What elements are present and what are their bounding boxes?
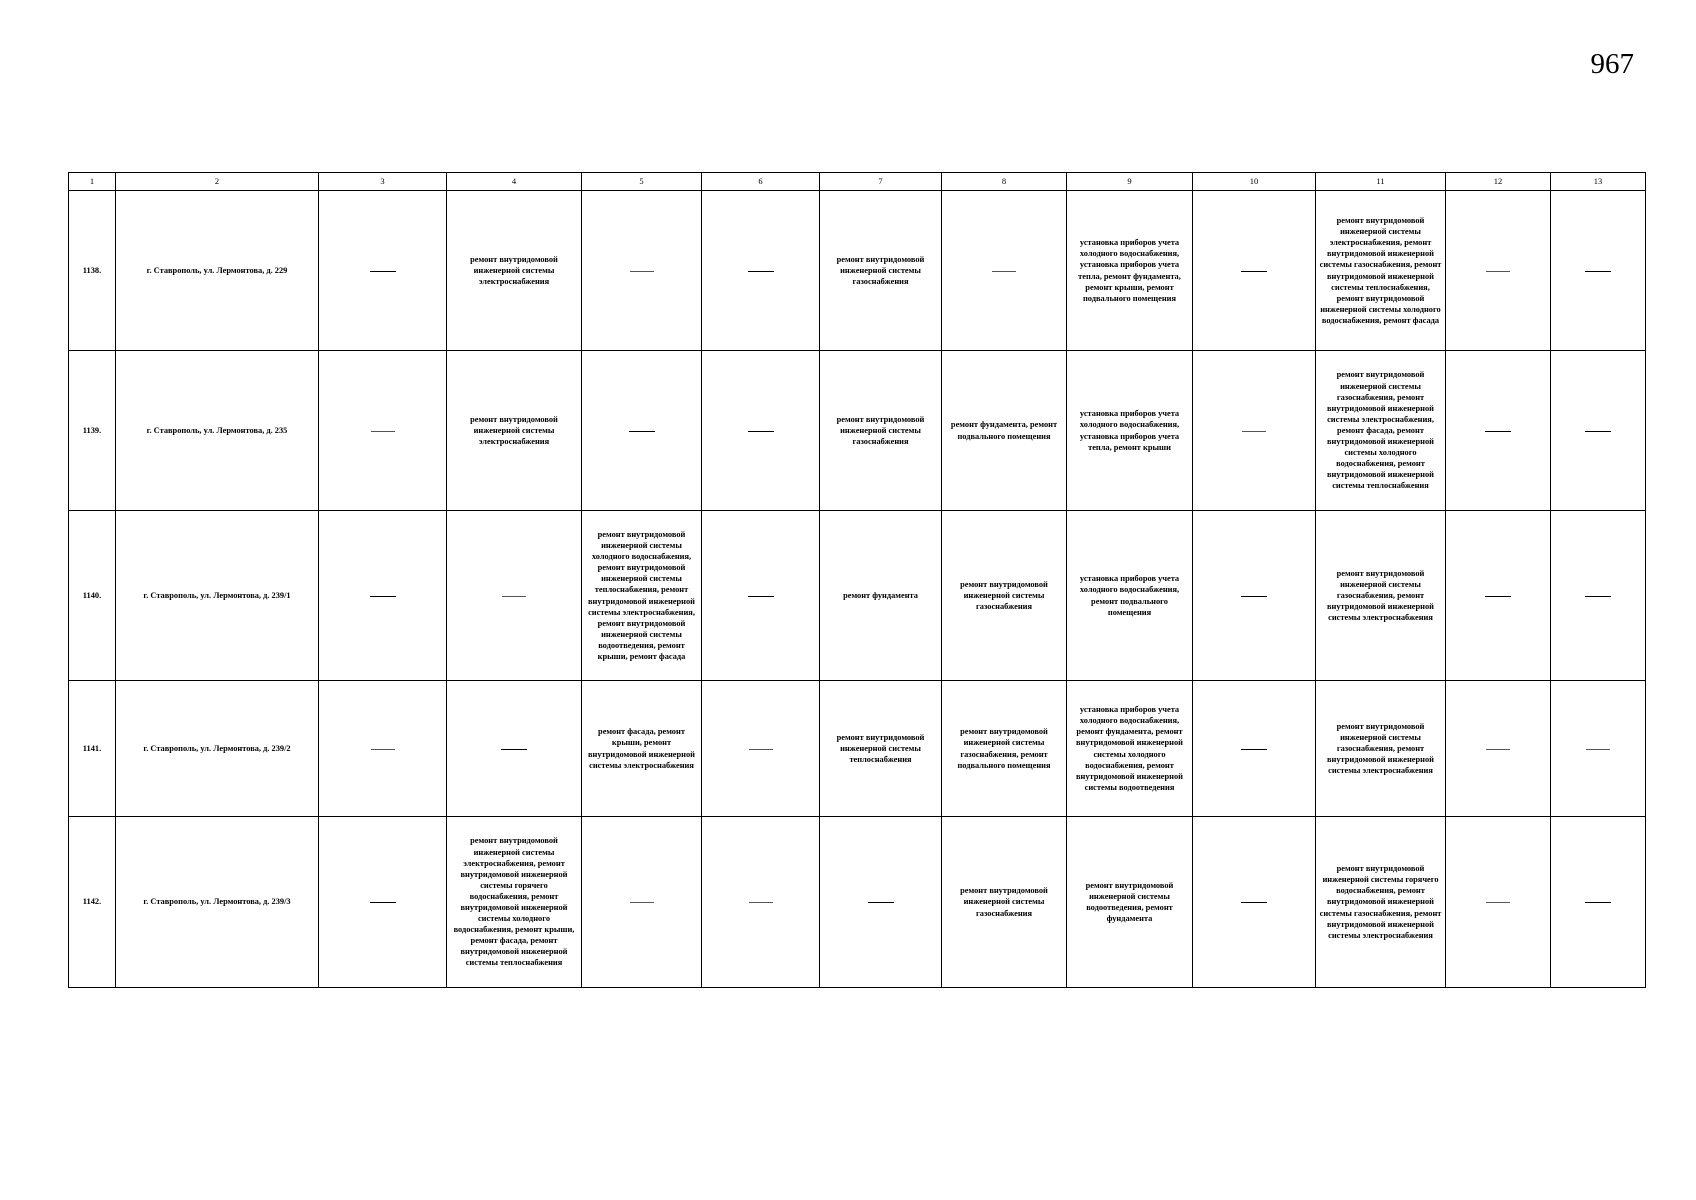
column-header: 13 [1551,173,1646,191]
empty-dash [370,271,396,272]
row-number: 1141. [69,681,116,817]
dash-cell [447,681,582,817]
dash-cell [1193,511,1316,681]
empty-dash [868,902,894,903]
work-cell: ремонт внутридомовой инженерной системы газоснабжения [942,817,1067,988]
dash-cell [1446,817,1551,988]
empty-dash [501,749,527,750]
dash-cell [702,511,820,681]
empty-dash [748,596,774,597]
address-cell: г. Ставрополь, ул. Лермонтова, д. 235 [116,351,319,511]
column-header: 1 [69,173,116,191]
empty-dash [370,902,396,903]
work-cell: ремонт внутридомовой инженерной системы газоснабжения [820,191,942,351]
dash-cell [319,681,447,817]
work-cell: ремонт внутридомовой инженерной системы газоснабжения, ремонт внутридомовой инженерной системы электроснабжения, ремонт фасада, ремонт внутридомовой инженерной системы холодного водоснабжения, ремонт внутридомовой инженерной системы теплоснабжения [1316,351,1446,511]
address-cell: г. Ставрополь, ул. Лермонтова, д. 239/2 [116,681,319,817]
work-cell: ремонт внутридомовой инженерной системы газоснабжения [820,351,942,511]
empty-dash [1241,749,1267,750]
empty-dash [749,902,773,903]
work-cell: ремонт внутридомовой инженерной системы электроснабжения [447,351,582,511]
dash-cell [1446,191,1551,351]
address-cell: г. Ставрополь, ул. Лермонтова, д. 229 [116,191,319,351]
empty-dash [1486,749,1510,750]
table-row [69,191,1646,351]
dash-cell [702,351,820,511]
column-header: 4 [447,173,582,191]
table-row [69,817,1646,988]
work-cell: ремонт внутридомовой инженерной системы водоотведения, ремонт фундамента [1067,817,1193,988]
empty-dash [1585,431,1611,432]
empty-dash [371,431,395,432]
dash-cell [1193,681,1316,817]
address-cell: г. Ставрополь, ул. Лермонтова, д. 239/3 [116,817,319,988]
dash-cell [319,511,447,681]
empty-dash [1585,271,1611,272]
work-cell: ремонт фасада, ремонт крыши, ремонт внутридомовой инженерной системы электроснабжения [582,681,702,817]
empty-dash [1486,271,1510,272]
dash-cell [702,191,820,351]
dash-cell [582,191,702,351]
work-cell: ремонт внутридомовой инженерной системы электроснабжения [447,191,582,351]
work-cell: ремонт внутридомовой инженерной системы газоснабжения, ремонт внутридомовой инженерной системы электроснабжения [1316,681,1446,817]
dash-cell [1551,191,1646,351]
column-header: 12 [1446,173,1551,191]
column-header: 9 [1067,173,1193,191]
column-header: 2 [116,173,319,191]
work-cell: ремонт фундамента, ремонт подвального помещения [942,351,1067,511]
work-cell: ремонт внутридомовой инженерной системы электроснабжения, ремонт внутридомовой инженерной системы горячего водоснабжения, ремонт внутридомовой инженерной системы холодного водоснабжения, ремонт крыши, ремонт фасада, ремонт внутридомовой инженерной системы теплоснабжения [447,817,582,988]
table-row [69,511,1646,681]
dash-cell [582,817,702,988]
dash-cell [319,817,447,988]
row-number: 1139. [69,351,116,511]
address-cell: г. Ставрополь, ул. Лермонтова, д. 239/1 [116,511,319,681]
empty-dash [1486,902,1510,903]
dash-cell [1446,681,1551,817]
empty-dash [1586,749,1610,750]
column-header: 11 [1316,173,1446,191]
column-header: 5 [582,173,702,191]
work-cell: ремонт внутридомовой инженерной системы газоснабжения, ремонт внутридомовой инженерной системы электроснабжения [1316,511,1446,681]
column-header: 10 [1193,173,1316,191]
dash-cell [1551,511,1646,681]
dash-cell [1193,351,1316,511]
work-cell: ремонт внутридомовой инженерной системы электроснабжения, ремонт внутридомовой инженерной системы газоснабжения, ремонт внутридомовой инженерной системы теплоснабжения, ремонт внутридомовой инженерной системы холодного водоснабжения, ремонт фасада [1316,191,1446,351]
work-cell: ремонт внутридомовой инженерной системы горячего водоснабжения, ремонт внутридомовой инженерной системы газоснабжения, ремонт внутридомовой инженерной системы электроснабжения [1316,817,1446,988]
column-header: 3 [319,173,447,191]
empty-dash [1241,596,1267,597]
work-cell: установка приборов учета холодного водоснабжения, установка приборов учета тепла, ремонт фундамента, ремонт крыши, ремонт подвального помещения [1067,191,1193,351]
empty-dash [1241,902,1267,903]
empty-dash [630,271,654,272]
row-number: 1138. [69,191,116,351]
work-cell: установка приборов учета холодного водоснабжения, установка приборов учета тепла, ремонт крыши [1067,351,1193,511]
dash-cell [447,511,582,681]
work-cell: ремонт внутридомовой инженерной системы газоснабжения, ремонт подвального помещения [942,681,1067,817]
empty-dash [749,749,773,750]
work-cell: ремонт внутридомовой инженерной системы теплоснабжения [820,681,942,817]
empty-dash [1485,431,1511,432]
empty-dash [1242,431,1266,432]
register-table [68,172,1646,988]
empty-dash [1585,902,1611,903]
empty-dash [1485,596,1511,597]
column-header: 6 [702,173,820,191]
empty-dash [630,902,654,903]
row-number: 1140. [69,511,116,681]
empty-dash [371,749,395,750]
dash-cell [1193,191,1316,351]
dash-cell [582,351,702,511]
empty-dash [370,596,396,597]
work-cell: установка приборов учета холодного водоснабжения, ремонт подвального помещения [1067,511,1193,681]
dash-cell [1193,817,1316,988]
column-number-row [69,173,1646,191]
empty-dash [748,271,774,272]
empty-dash [1241,271,1267,272]
dash-cell [942,191,1067,351]
row-number: 1142. [69,817,116,988]
empty-dash [748,431,774,432]
work-cell: ремонт внутридомовой инженерной системы холодного водоснабжения, ремонт внутридомовой инженерной системы теплоснабжения, ремонт внутридомовой инженерной системы электроснабжения, ремонт внутридомовой инженерной системы водоотведения, ремонт крыши, ремонт фасада [582,511,702,681]
column-header: 8 [942,173,1067,191]
empty-dash [1585,596,1611,597]
work-cell: ремонт внутридомовой инженерной системы газоснабжения [942,511,1067,681]
dash-cell [1446,351,1551,511]
dash-cell [319,351,447,511]
table-row [69,351,1646,511]
dash-cell [702,817,820,988]
page-number: 967 [1590,48,1634,80]
empty-dash [629,431,655,432]
work-cell: ремонт фундамента [820,511,942,681]
empty-dash [502,596,526,597]
column-header: 7 [820,173,942,191]
work-cell: установка приборов учета холодного водоснабжения, ремонт фундамента, ремонт внутридомовой инженерной системы холодного водоснабжения, ремонт внутридомовой инженерной системы водоотведения [1067,681,1193,817]
table-row [69,681,1646,817]
dash-cell [319,191,447,351]
dash-cell [1551,351,1646,511]
dash-cell [820,817,942,988]
dash-cell [1551,681,1646,817]
empty-dash [992,271,1016,272]
dash-cell [1551,817,1646,988]
dash-cell [1446,511,1551,681]
dash-cell [702,681,820,817]
